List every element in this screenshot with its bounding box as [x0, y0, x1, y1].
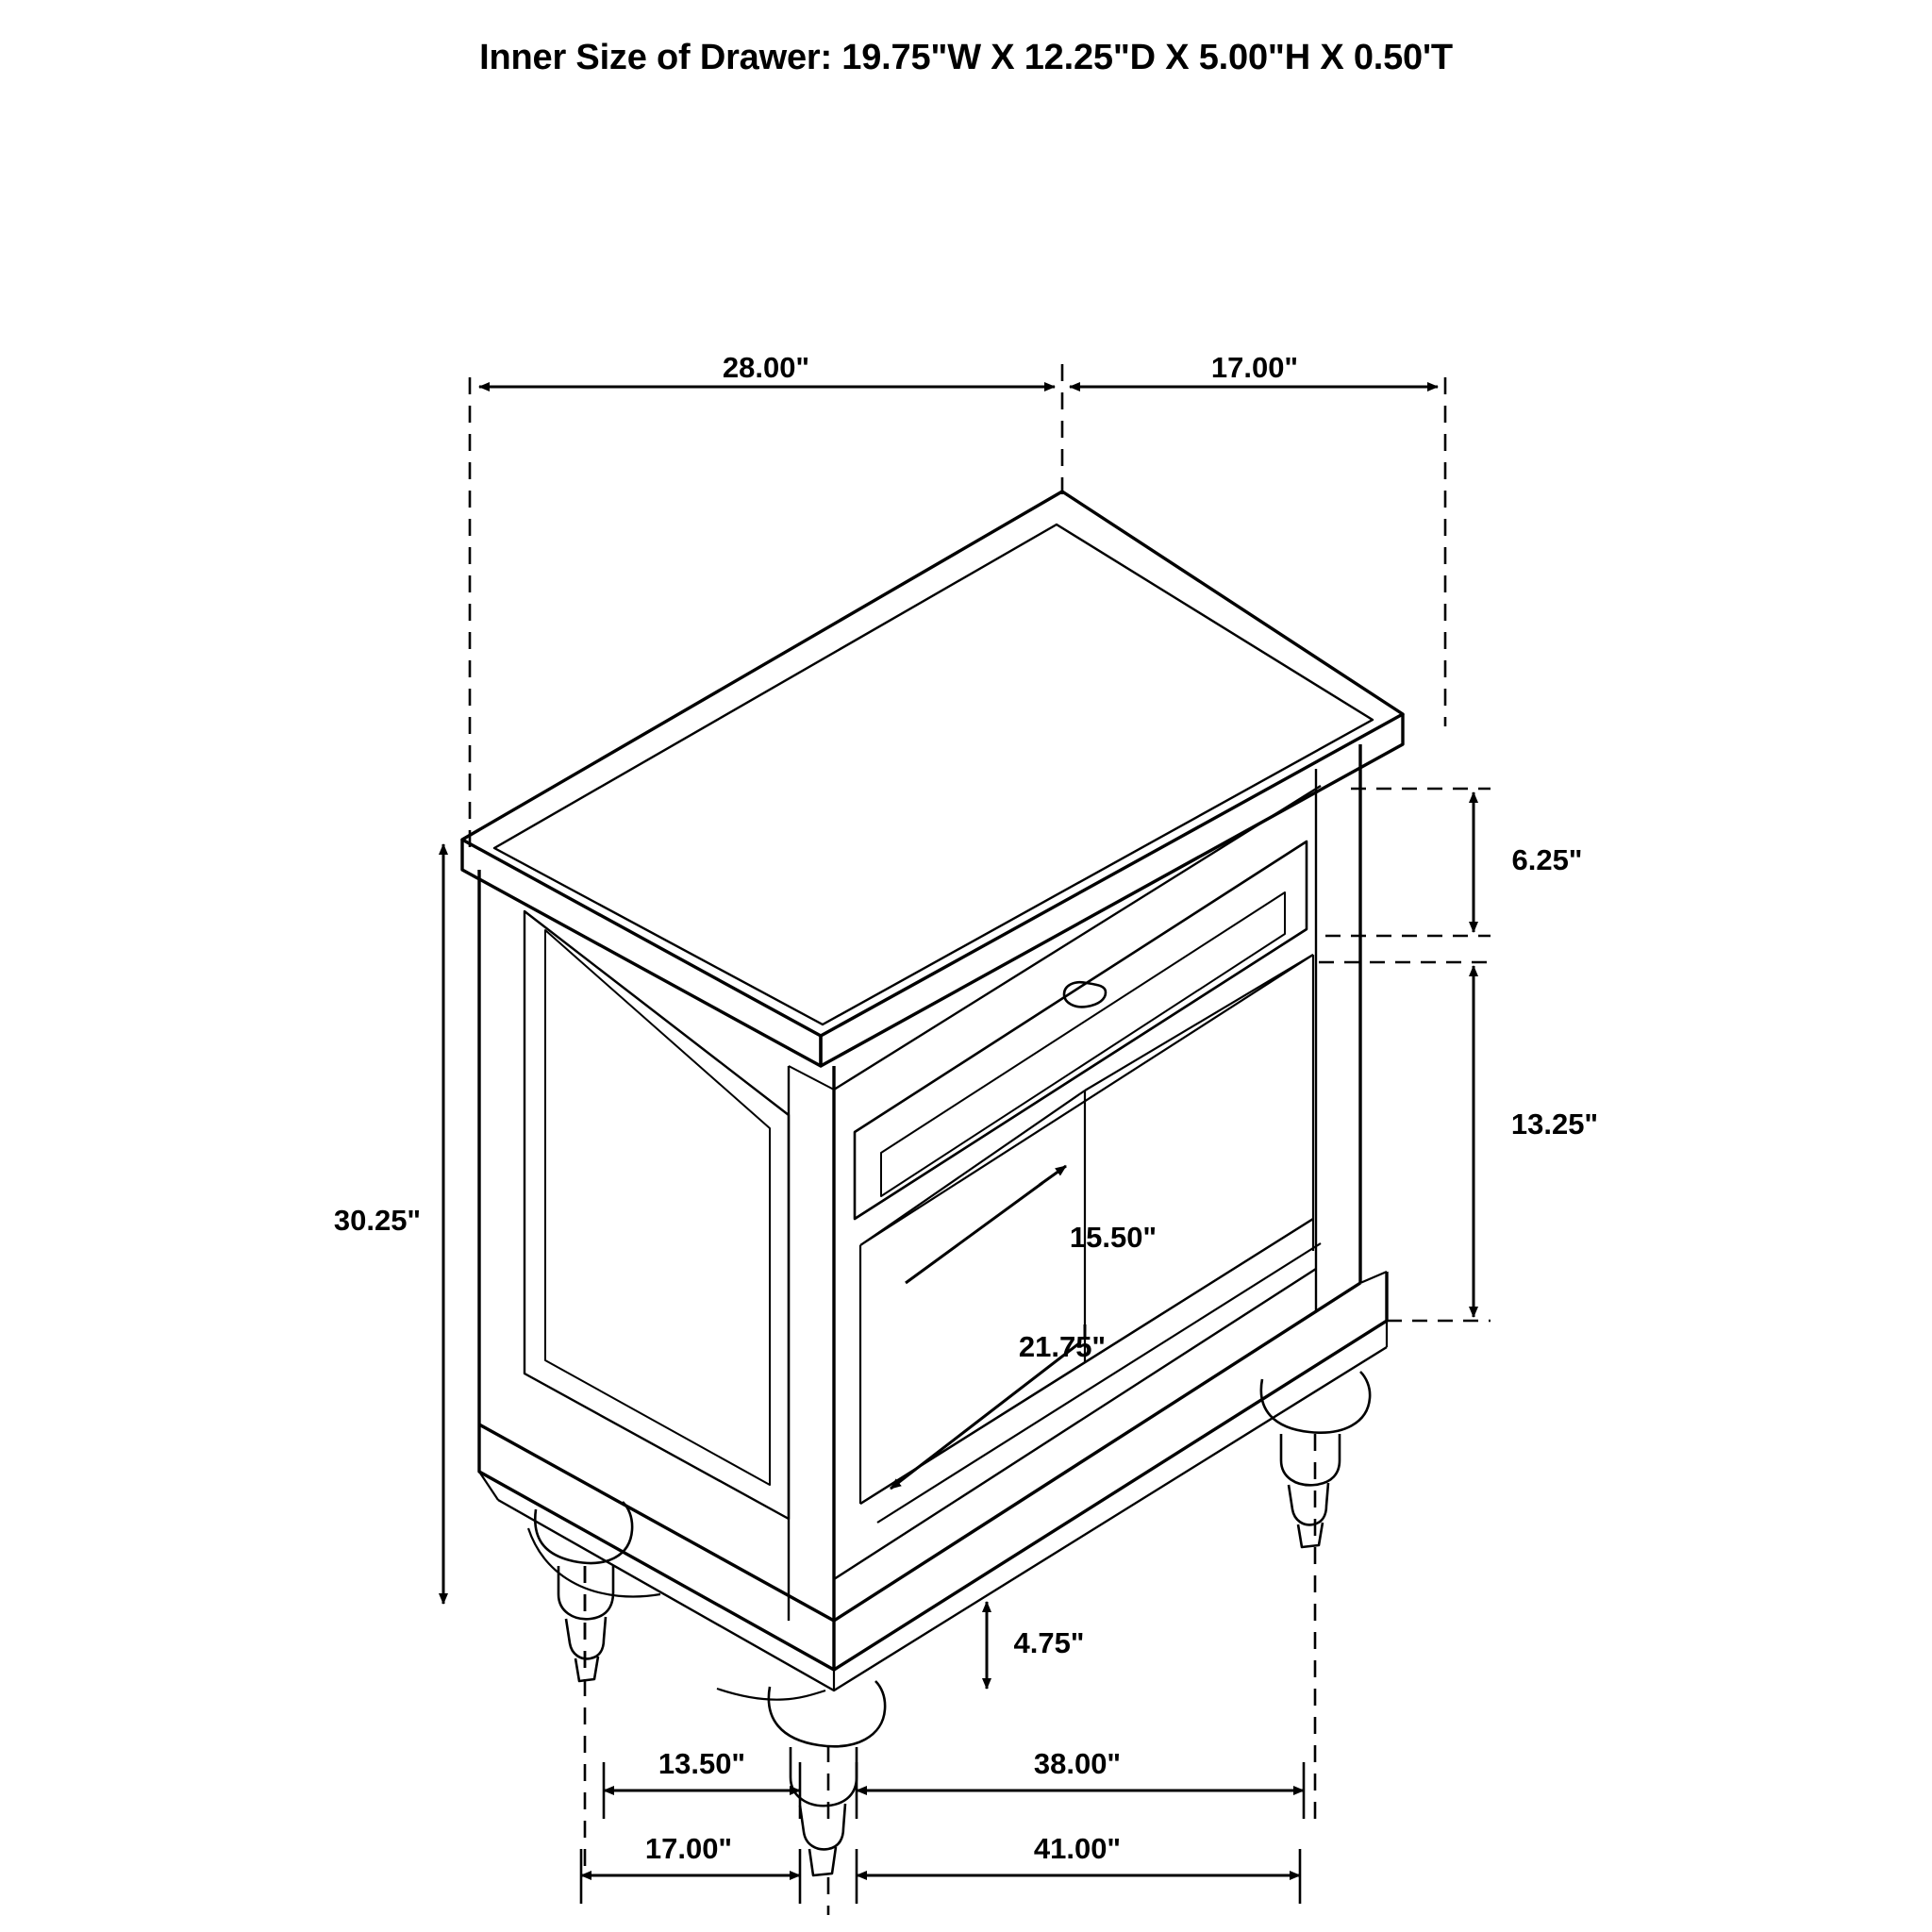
dim-label-625: 6.25": [1511, 843, 1583, 876]
dim-label-4100: 41.00": [1033, 1832, 1122, 1865]
dim-line-2175-b: [891, 1343, 1079, 1489]
dim-line-1550: [1040, 1166, 1066, 1185]
dim-label-3025: 30.25": [333, 1204, 422, 1237]
foot-front: [769, 1681, 885, 1875]
dim-label-28: 28.00": [722, 351, 810, 384]
page-title: Inner Size of Drawer: 19.75"W X 12.25"D X 5.00"H X 0.50'T: [479, 38, 1453, 77]
furniture-outline: [462, 491, 1403, 1875]
dim-label-1550: 15.50": [1069, 1221, 1158, 1254]
dim-label-1325: 13.25": [1510, 1108, 1599, 1141]
dim-label-17-bottom: 17.00": [644, 1832, 733, 1865]
dim-label-475: 4.75": [1013, 1626, 1085, 1659]
dim-label-3800: 38.00": [1033, 1747, 1122, 1780]
dim-label-1350: 13.50": [658, 1747, 746, 1780]
dim-label-17-top: 17.00": [1210, 351, 1299, 384]
dim-line-1550-b: [906, 1183, 1042, 1283]
dim-label-2175: 21.75": [1018, 1330, 1107, 1363]
